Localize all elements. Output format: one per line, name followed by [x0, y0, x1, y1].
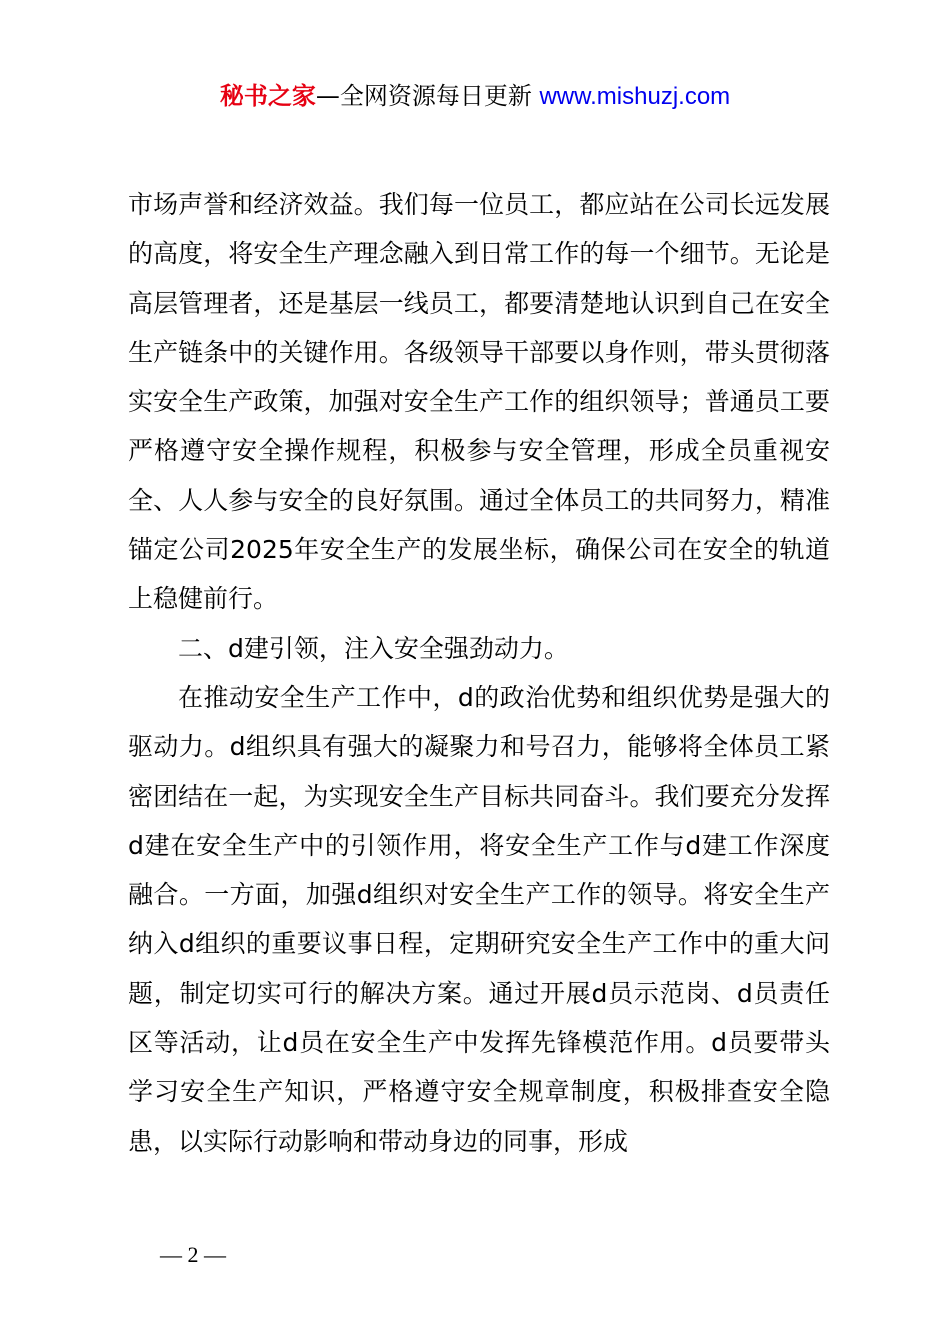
section-heading: 二、d建引领，注入安全强劲动力。 [178, 633, 569, 663]
paragraph-2: 在推动安全生产工作中，d的政治优势和组织优势是强大的驱动力。d组织具有强大的凝聚力和号召力，能够将全体员工紧密团结在一起，为实现安全生产目标共同奋斗。我们要充分发挥d建在安全生产中的引领作用，将安全生产工作与d建工作深度融合。一方面，加强d组织对安全生产工作的领导。将安全生产纳入d组织的重要议事日程，定期研究安全生产工作中的重大问题，制定切实可行的解决方案。通过开展d员示范岗、d员责任区等活动，让d员在安全生产中发挥先锋模范作用。d员要带头学习安全生产知识，严格遵守安全规章制度，积极排查安全隐患，以实际行动影响和带动身边的同事，形成 [128, 682, 830, 1156]
site-header [0, 80, 950, 113]
brand-name: 秘书之家 [219, 82, 316, 110]
document-body [128, 180, 830, 1166]
site-url-link[interactable]: www.mishuzj.com [539, 83, 731, 110]
header-tagline: —全网资源每日更新 [315, 82, 540, 110]
page-number: — 2 — [160, 1242, 226, 1267]
paragraph-1: 市场声誉和经济效益。我们每一位员工，都应站在公司长远发展的高度，将安全生产理念融入到日常工作的每一个细节。无论是高层管理者，还是基层一线员工，都要清楚地认识到自己在安全生产链条中的关键作用。各级领导干部要以身作则，带头贯彻落实安全生产政策，加强对安全生产工作的组织领导；普通员工要严格遵守安全操作规程，积极参与安全管理，形成全员重视安全、人人参与安全的良好氛围。通过全体员工的共同努力，精准锚定公司2025年安全生产的发展坐标，确保公司在安全的轨道上稳健前行。 [128, 190, 830, 614]
